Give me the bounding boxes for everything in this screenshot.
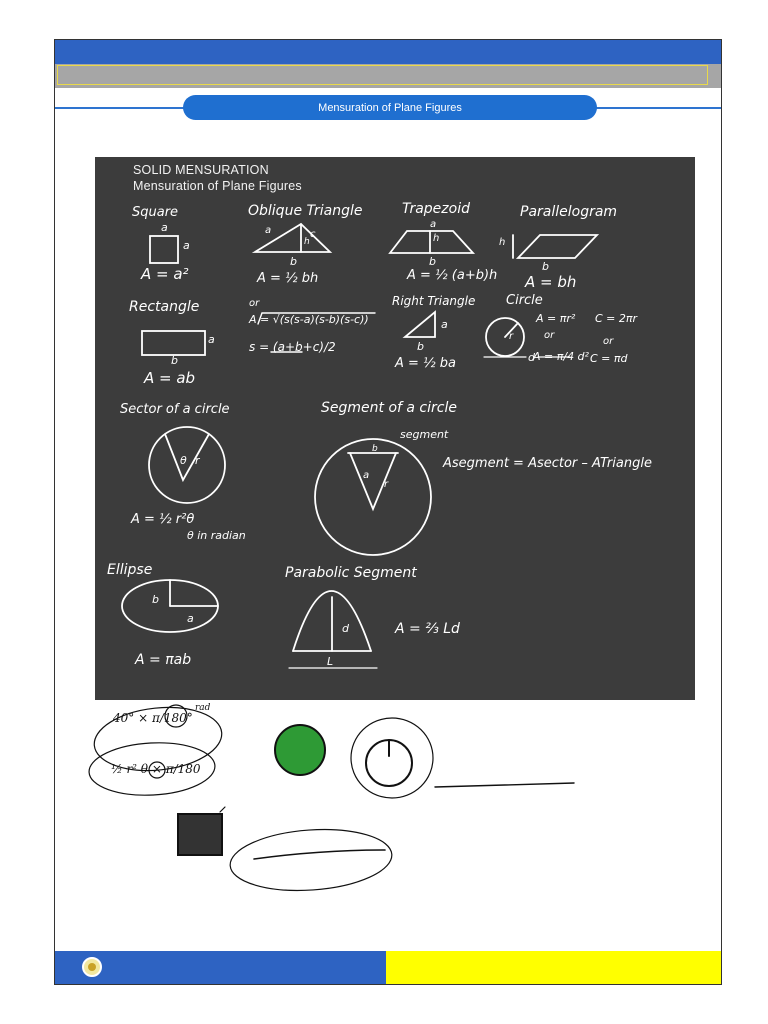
- sector-label: Sector of a circle: [120, 402, 230, 417]
- ellipse-label: Ellipse: [107, 562, 153, 578]
- header-grey-bar: [55, 64, 721, 88]
- sector-shape: [149, 427, 225, 503]
- trapezoid-base: b: [429, 255, 436, 268]
- right-triangle-base: b: [417, 340, 424, 353]
- parallelogram-formula: A = bh: [525, 273, 577, 291]
- green-circle-scribble: [275, 725, 325, 775]
- trapezoid-height: h: [433, 233, 440, 244]
- circle-area: A = πr²: [536, 312, 576, 325]
- annotation-scribbles: [0, 700, 768, 900]
- circle-radius: r: [509, 331, 514, 342]
- parabolic-base: L: [327, 655, 334, 668]
- circle-label: Circle: [506, 293, 543, 308]
- rectangle-base: b: [171, 354, 178, 367]
- page-title: Mensuration of Plane Figures: [183, 95, 597, 120]
- circle-or-left: or: [544, 330, 555, 341]
- sector-note: θ in radian: [187, 529, 246, 542]
- circle-circumference-diameter: C = πd: [590, 352, 628, 365]
- sector-angle: θ: [180, 454, 187, 467]
- parallelogram-base: b: [542, 260, 549, 273]
- segment-label: Segment of a circle: [321, 400, 457, 416]
- sector-formula: A = ½ r²θ: [131, 512, 195, 527]
- trapezoid-top: a: [430, 219, 437, 230]
- square-label: Square: [132, 205, 179, 220]
- square-shape: [150, 236, 178, 263]
- circle-area-diameter: A = π/4 d²: [533, 350, 589, 363]
- annotation-loop-ellipse: [228, 824, 394, 895]
- circle-or-right: or: [603, 336, 614, 347]
- circle-circumference: C = 2πr: [595, 312, 638, 325]
- oblique-height: h: [304, 237, 310, 247]
- segment-side: a: [363, 470, 370, 481]
- parabolic-depth: d: [342, 622, 349, 635]
- right-triangle-label: Right Triangle: [392, 294, 476, 308]
- circle-diameter: d: [528, 351, 535, 364]
- long-line-sketch: [435, 783, 574, 787]
- segment-chord: b: [372, 444, 378, 454]
- oblique-triangle-label: Oblique Triangle: [248, 203, 363, 219]
- ellipse-formula: A = πab: [135, 652, 192, 668]
- parabolic-label: Parabolic Segment: [285, 565, 417, 581]
- board-heading: SOLID MENSURATION: [133, 163, 269, 177]
- header-bar: [55, 40, 721, 64]
- segment-tag: segment: [400, 428, 449, 441]
- hatched-square-sketch: [178, 814, 222, 855]
- trapezoid-formula: A = ½ (a+b)h: [407, 268, 498, 283]
- rectangle-label: Rectangle: [129, 299, 200, 315]
- board-subheading: Mensuration of Plane Figures: [133, 179, 302, 193]
- oblique-side-a: a: [265, 225, 272, 236]
- trapezoid-label: Trapezoid: [402, 201, 470, 217]
- trapezoid-shape: [390, 231, 473, 253]
- sector-conversion-note: ½ r² θ × π/180: [111, 762, 201, 776]
- right-triangle-formula: A = ½ ba: [395, 356, 457, 371]
- footer-bar: [55, 951, 386, 984]
- rectangle-side: a: [208, 333, 215, 346]
- footer-yellow-bar: [386, 951, 721, 984]
- segment-formula: Asegment = Asector – ATriangle: [443, 456, 652, 471]
- rectangle-formula: A = ab: [144, 369, 196, 387]
- oblique-side-c: c: [310, 229, 316, 240]
- parallelogram-height: h: [499, 237, 506, 248]
- oblique-base: b: [290, 255, 297, 268]
- segment-radius: r: [384, 479, 389, 490]
- right-triangle-side: a: [441, 318, 448, 331]
- degree-conversion-note: 40° × π/180°: [113, 711, 193, 725]
- parabolic-formula: A = ⅔ Ld: [395, 621, 460, 637]
- ellipse-major: a: [187, 612, 194, 625]
- header-grey-box: [57, 65, 708, 85]
- square-side-right: a: [183, 239, 190, 252]
- right-triangle-shape: [405, 312, 435, 337]
- parallelogram-label: Parallelogram: [520, 204, 618, 220]
- oblique-formula: A = ½ bh: [257, 271, 319, 286]
- semi-perimeter-formula: s = (a+b+c)/2: [249, 340, 336, 354]
- oblique-or: or: [249, 298, 260, 309]
- sector-radius: r: [195, 454, 200, 467]
- rectangle-shape: [142, 331, 205, 355]
- ellipse-minor: b: [152, 593, 159, 606]
- parallelogram-shape: [518, 235, 597, 258]
- radian-note: rad: [195, 703, 211, 713]
- square-formula: A = a²: [141, 265, 189, 283]
- chalkboard: [95, 157, 695, 700]
- segment-shape: [315, 439, 431, 555]
- ellipse-line-sketch: [254, 850, 385, 859]
- school-seal-icon: [82, 957, 102, 977]
- heron-formula: A = √(s(s-a)(s-b)(s-c)): [249, 313, 369, 326]
- square-side-top: a: [161, 221, 168, 234]
